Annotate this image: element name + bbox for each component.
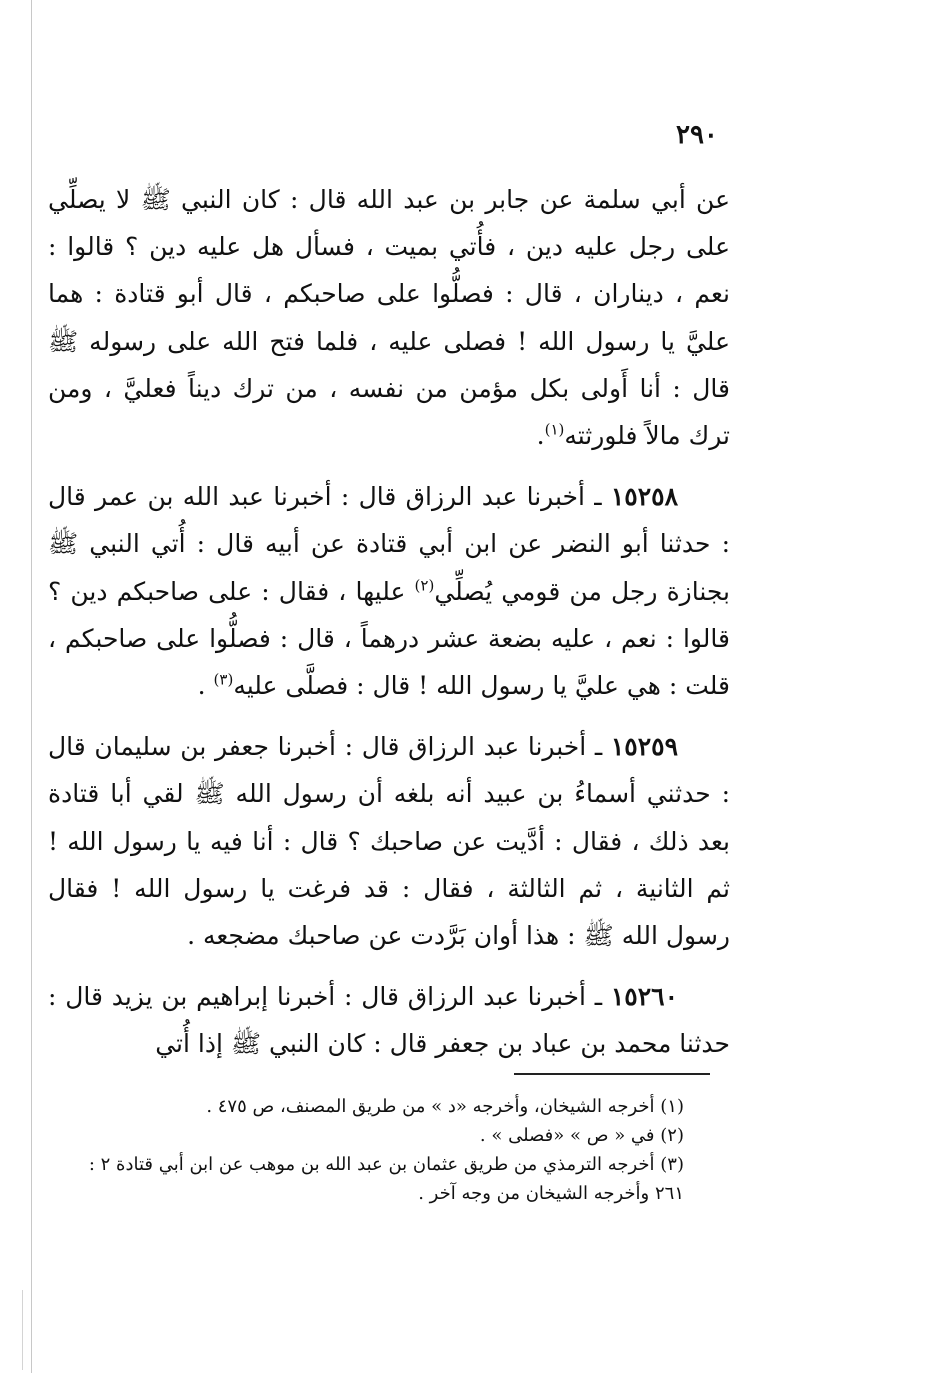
scan-edge-line-lower [22, 1290, 23, 1370]
paragraph-1-text: عن أبي سلمة عن جابر بن عبد الله قال : كان النبي ﷺ لا يصلِّي على رجل عليه دين ، فأُتي بميت ، فسأل هل عليه دين ؟ قالوا : نعم ، ديناران ، قال : فصلُّوا على صاحبكم ، قال أبو قتادة : هما عليَّ يا رسول الله ! فصلى عليه ، فلما فتح الله على رسوله ﷺ قال : أنا أَولى بكل مؤمن من نفسه ، من ترك ديناً فعليَّ ، ومن ترك مالاً فلورثته [48, 185, 730, 451]
footnotes [16, 1092, 684, 1208]
main-text [48, 176, 730, 1068]
footnote-1: (١) أخرجه الشيخان، وأخرجه «د » من طريق المصنف، ص ٤٧٥ . [206, 1096, 684, 1117]
hadith-15258 [48, 473, 730, 709]
hadith-text-continued: عليها ، فقال : على صاحبكم دين ؟ قالوا : نعم ، عليه بضعة عشر درهماً ، قال : فصلُّوا على صاحبكم ، قلت : هي عليَّ يا رسول الله ! قال : فصلَّى عليه [48, 576, 730, 701]
paragraph-1-end: . [536, 421, 545, 451]
hadith-end: . [197, 671, 214, 701]
hadith-number: ١٥٢٦٠ [610, 982, 678, 1012]
footnote-3-continued: ٢٦١ وأخرجه الشيخان من وجه آخر . [418, 1183, 684, 1204]
footnote-ref-2: (٢) [414, 576, 435, 595]
page-number: ٢٩٠ [676, 120, 718, 150]
hadith-text: ـ أخبرنا عبد الرزاق قال : أخبرنا إبراهيم بن يزيد قال : حدثنا محمد بن عباد بن جعفر قال : كان النبي ﷺ إذا أُتي [48, 982, 730, 1059]
footnote-2: (٢) في « ص » «فصلى » . [479, 1125, 684, 1146]
footnote-separator [514, 1073, 710, 1075]
hadith-text: ـ أخبرنا عبد الرزاق قال : أخبرنا عبد الله بن عمر قال : حدثنا أبو النضر عن ابن أبي قتادة عن أبيه قال : أُتي النبي ﷺ بجنازة رجل من قومي يُصلِّي [48, 482, 730, 606]
footnote-3: (٣) أخرجه الترمذي من طريق عثمان بن عبد الله بن موهب عن ابن أبي قتادة ٢ : [88, 1154, 684, 1175]
hadith-number: ١٥٢٥٨ [610, 482, 678, 512]
footnote-ref-3: (٣) [213, 670, 234, 689]
hadith-15260 [48, 973, 730, 1067]
paragraph-1 [48, 176, 730, 459]
hadith-15259 [48, 723, 730, 959]
hadith-text: ـ أخبرنا عبد الرزاق قال : أخبرنا جعفر بن سليمان قال : حدثني أسماءُ بن عبيد أنه بلغه أن رسول الله ﷺ لقي أبا قتادة بعد ذلك ، فقال : أدَّيت عن صاحبك ؟ قال : أنا فيه يا رسول الله ! ثم الثانية ، ثم الثالثة ، فقال : قد فرغت يا رسول الله ! فقال رسول الله ﷺ : هذا أوان بَرَّدت عن صاحبك مضجعه . [48, 732, 730, 951]
footnote-ref-1: (١) [544, 420, 565, 439]
hadith-number: ١٥٢٥٩ [610, 732, 678, 762]
